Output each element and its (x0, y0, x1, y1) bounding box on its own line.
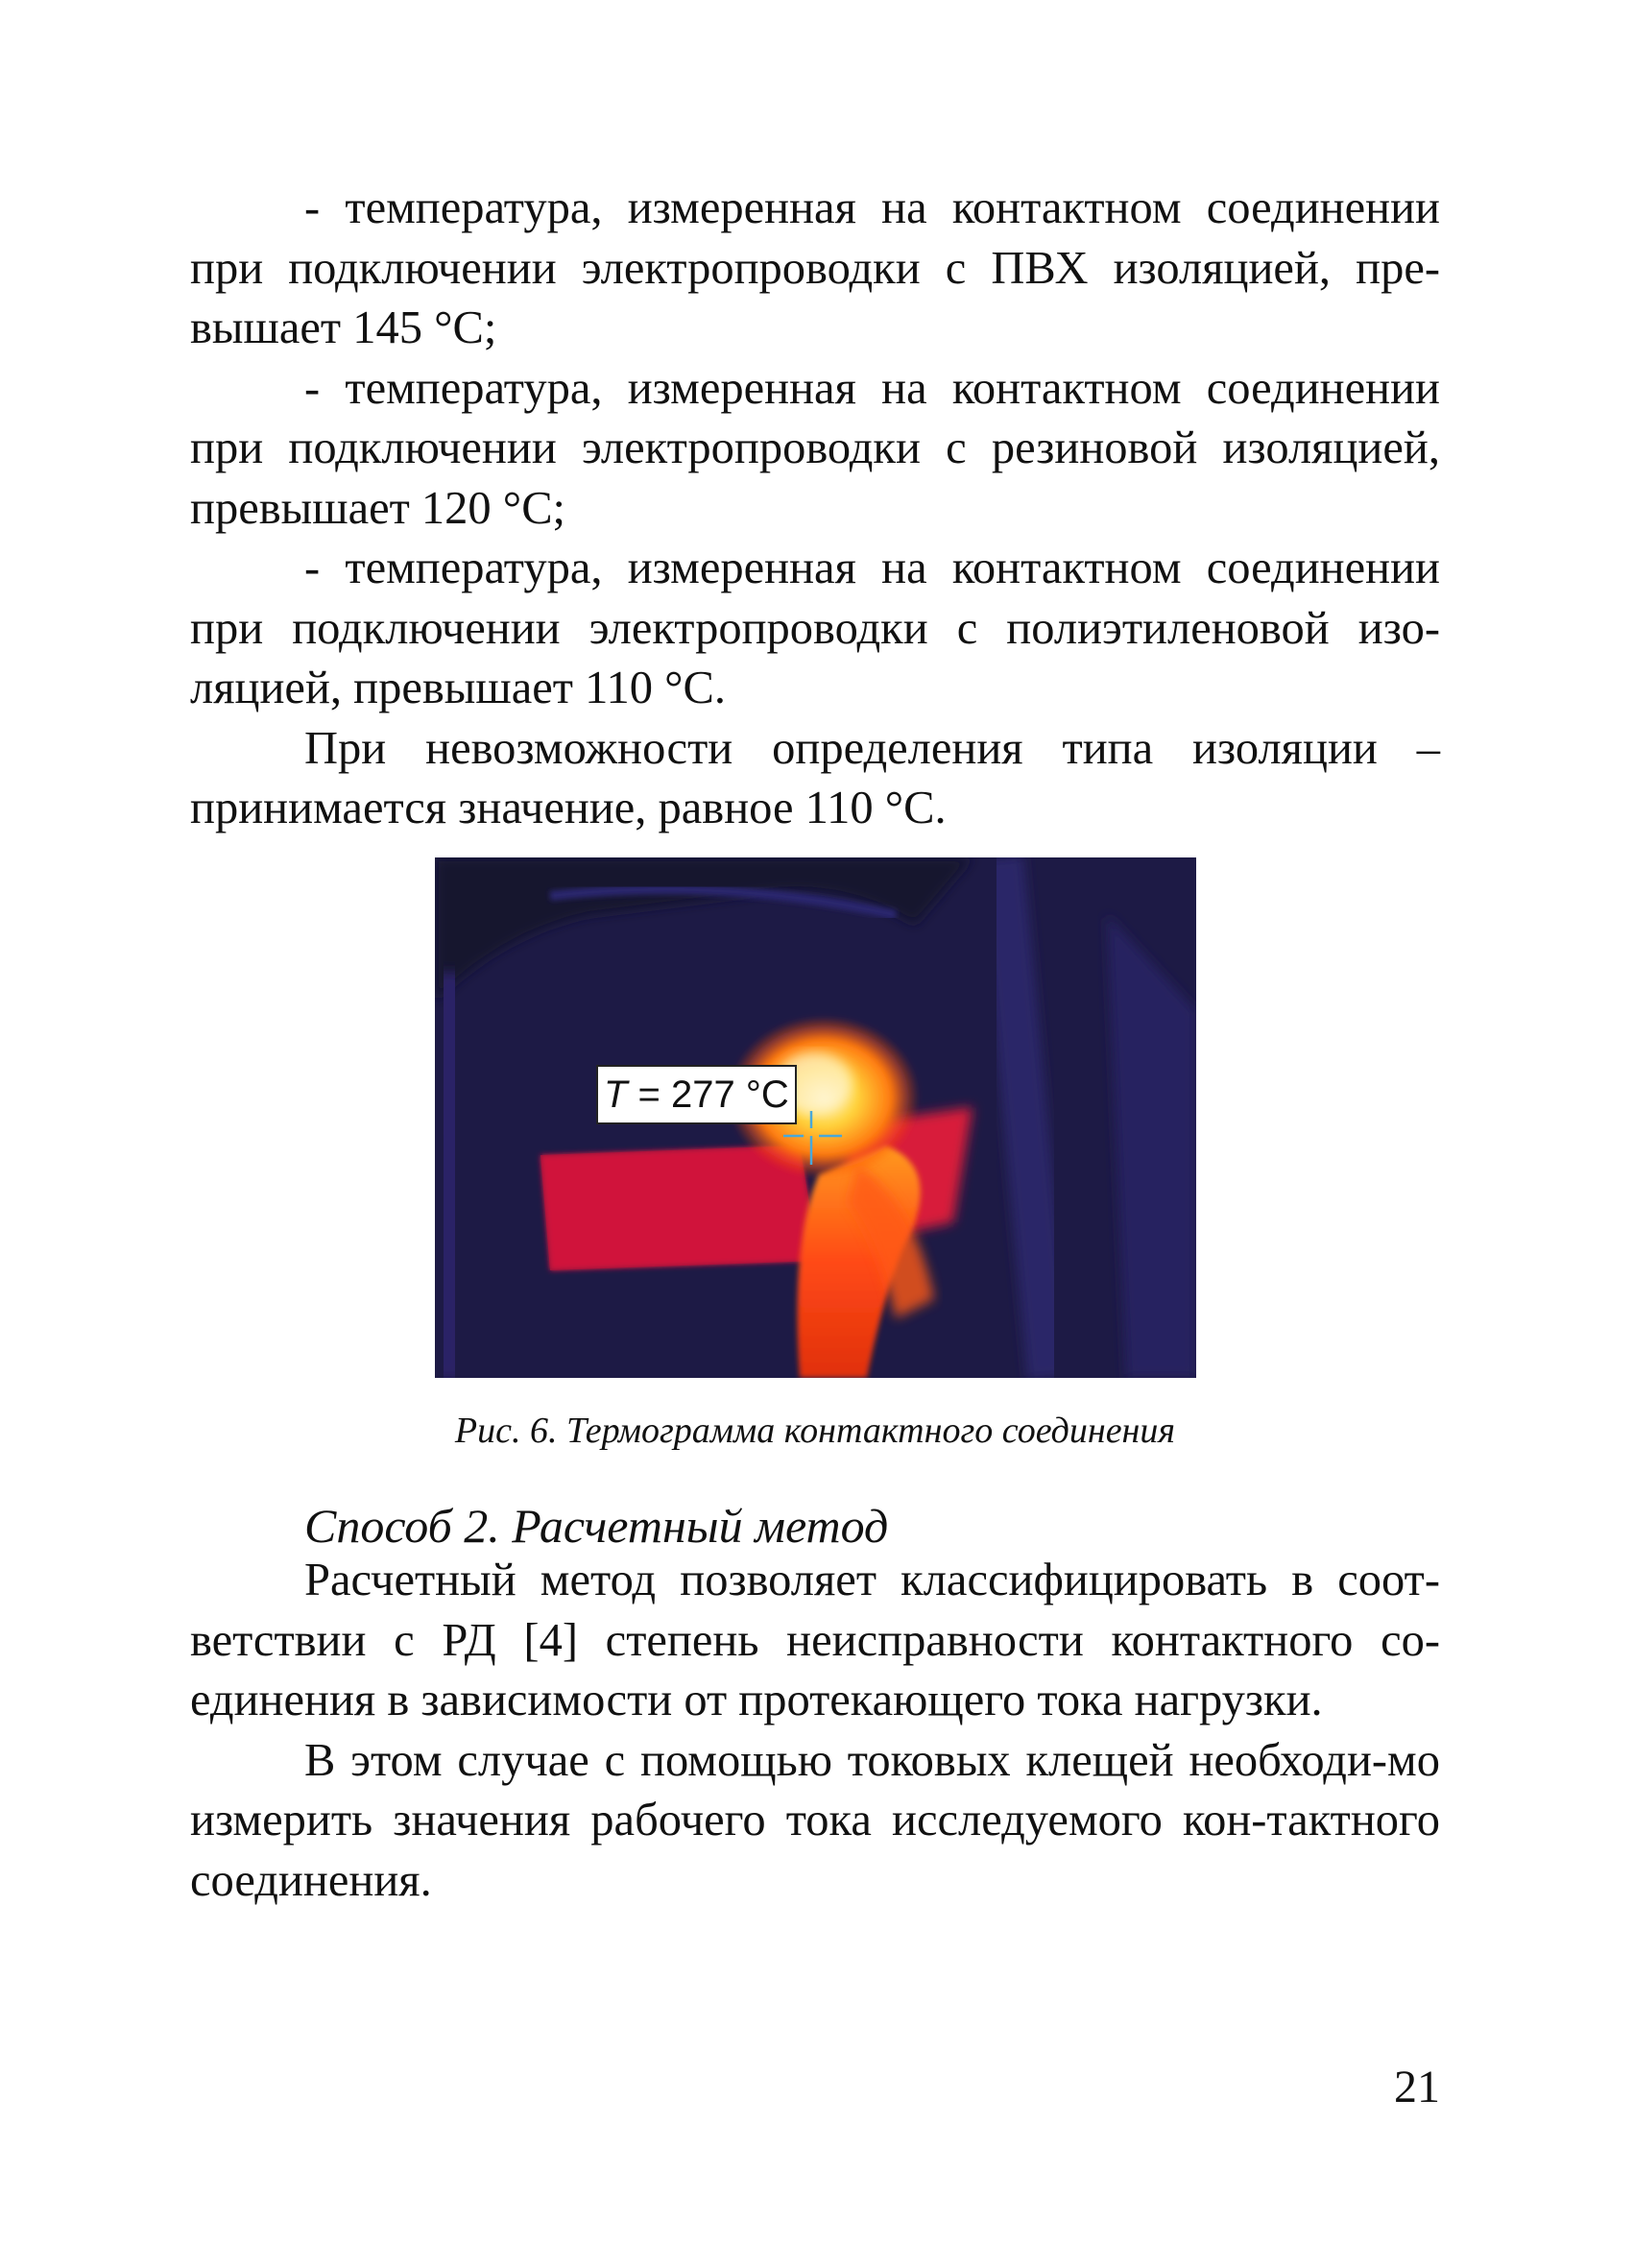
paragraph-unknown-insulation: При невозможности определения типа изоляции – принимается значение, равное 110 °С. (190, 722, 1440, 833)
paragraph-pvc-insulation: - температура, измеренная на контактном соединении при подключении электропроводки с ПВХ изоляцией, пре-вышает 145 °С; (190, 182, 1440, 353)
body-text-top (190, 179, 1440, 839)
section-title: Способ 2. Расчетный метод (304, 1499, 889, 1553)
paragraph-current-clamp: В этом случае с помощью токовых клещей необходи-мо измерить значения рабочего тока исследуемого кон-тактного соединения. (190, 1734, 1440, 1906)
paragraph-polyethylene-insulation: - температура, измеренная на контактном соединении при подключении электропроводки с полиэтиленовой изо-ляцией, превышает 110 °С. (190, 543, 1440, 713)
thermogram-figure (435, 857, 1196, 1378)
temperature-value: = 277 °C (627, 1074, 789, 1116)
figure-caption: Рис. 6. Термограмма контактного соединения (454, 1411, 1176, 1451)
body-text-bottom (190, 1551, 1440, 1911)
paragraph-calculation-method: Расчетный метод позволяет классифицировать в соот-ветствии с РД [4] степень неисправности контактного со-единения в зависимости от протекающего тока нагрузки. (190, 1555, 1440, 1725)
temperature-symbol: T (604, 1074, 628, 1116)
thermogram-image (435, 857, 1196, 1378)
paragraph-rubber-insulation: - температура, измеренная на контактном соединении при подключении электропроводки с резиновой изоляцией, превышает 120 °С; (190, 362, 1440, 534)
temperature-readout (596, 1065, 797, 1124)
page-number: 21 (1394, 2062, 1440, 2112)
